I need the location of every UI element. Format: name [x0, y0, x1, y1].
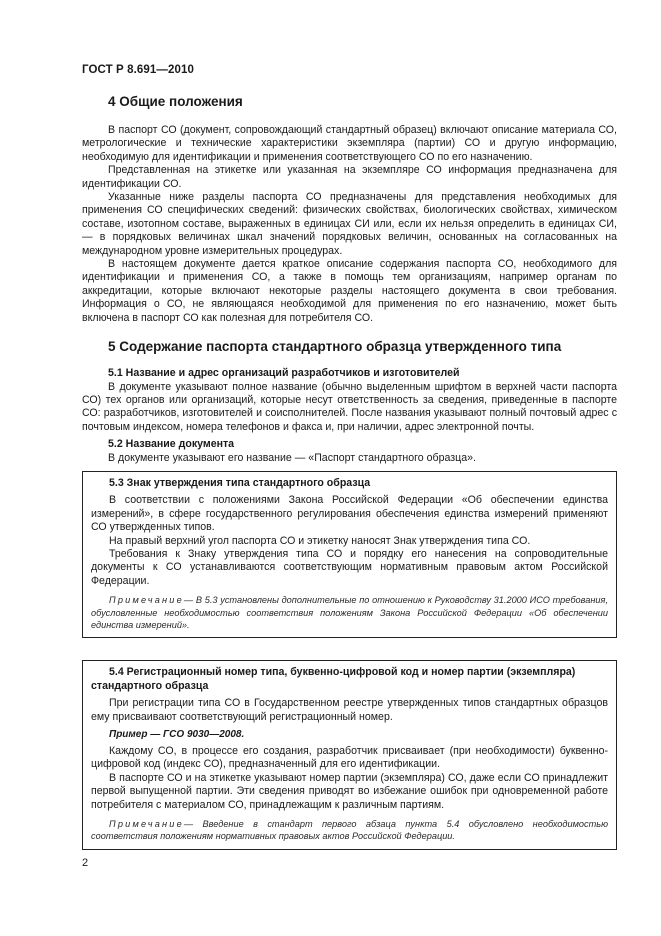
note-text: — В 5.3 установлены дополнительные по отношению к Руководству 31.2000 ИСО требования, обусловленные необходимостью соответствия положениям Закона Российской Федерации «Об обеспечении единства измерений». — [91, 595, 608, 630]
section-4-paragraph: Представленная на этикетке или указанная на экземпляре СО информация предназначена для идентификации СО. — [82, 164, 617, 190]
subsection-5-1-title: 5.1 Название и адрес организаций разработчиков и изготовителей — [108, 367, 460, 380]
subsection-5-4-paragraph: При регистрации типа СО в Государственном реестре утвержденных типов стандартных образцов ему присваивают соответствующий регистрационный номер. — [91, 697, 608, 723]
subsection-5-2-title: 5.2 Название документа — [108, 438, 235, 451]
subsection-5-3-note — [91, 594, 608, 631]
subsection-5-3-title: 5.3 Знак утверждения типа стандартного образца — [109, 476, 371, 489]
subsection-5-4-title: 5.4 Регистрационный номер типа, буквенно-цифровой код и номер партии (экземпляра) стандартного образца — [91, 666, 576, 692]
subsection-5-3-box — [82, 471, 617, 638]
subsection-5-4-paragraph: В паспорте СО и на этикетке указывают номер партии (экземпляра) СО, даже если СО принадлежит первой выпущенной партии. Эти сведения приводят во избежание ошибок при одновременной работе потребителя с материалом СО, принадлежащим к различным партиям. — [91, 771, 608, 811]
section-4-paragraph: Указанные ниже разделы паспорта СО предназначены для представления необходимых для применения СО специфических сведений: физических свойствах, биологических свойствах, химическом составе, изотопном составе, выраженных в единицах СИ или, если их нельзя определить в единицах СИ, — в порядковых величинах шкал значений порядковых величин, основанных на согласованных на международном уровне измерительных процедурах. — [82, 191, 617, 257]
page-number: 2 — [82, 857, 89, 869]
subsection-5-1-text: В документе указывают полное название (обычно выделенным шрифтом в верхней части паспорта СО) тех органов или организаций, которые несут ответственность за сведения, приведенные в паспорте СО: разработчиков, изготовителей и соисполнителей. После названия указывают полный почтовый адрес с почтовым индексом, номера телефонов и факса и, при наличии, адрес электронной почты. — [82, 380, 617, 433]
note-text: — Введение в стандарт первого абзаца пункта 5.4 обусловлено необходимостью соответствия положениям нормативных правовых актов Российской Федерации. — [91, 819, 608, 842]
section-4-paragraph: В паспорт СО (документ, сопровождающий стандартный образец) включают описание материала СО, метрологические и технические характеристики экземпляра (партии) СО и другую информацию, необходимую для идентификации и применения соответствующего СО по его назначению. — [82, 124, 617, 163]
standard-header: ГОСТ Р 8.691—2010 — [82, 64, 194, 76]
subsection-5-4-paragraph: Каждому СО, в процессе его создания, разработчик присваивает (при необходимости) буквенно-цифровой код (индекс СО), предназначенный для его идентификации. — [91, 745, 608, 771]
subsection-5-4-example: Пример — ГСО 9030—2008. — [109, 729, 245, 741]
note-label: Примечание — [109, 595, 184, 606]
section-4-paragraph: В настоящем документе дается краткое описание содержания паспорта СО, необходимого для идентификации и применения СО, а также в помощь тем организациям, например органам по аккредитации, которые включают некоторые разделы настоящего документа в свои требования. Информация о СО, не являющаяся необходимой для применения по его назначению, может быть включена в паспорт СО как полезная для потребителя СО. — [82, 258, 617, 324]
subsection-5-3-paragraph: В соответствии с положениями Закона Российской Федерации «Об обеспечении единства измерений», в сфере государственного регулирования обеспечения единства измерений применяют СО утвержденных типов. — [91, 494, 608, 534]
note-label: Примечание — [109, 819, 184, 830]
page-content — [82, 86, 617, 850]
section-5-title: 5 Содержание паспорта стандартного образца утвержденного типа — [108, 339, 562, 355]
subsection-5-2-text: В документе указывают его название — «Паспорт стандартного образца». — [108, 451, 476, 464]
subsection-5-4-note — [91, 818, 608, 843]
subsection-5-3-paragraph: Требования к Знаку утверждения типа СО и порядку его нанесения на сопроводительные документы к СО устанавливаются соответствующим нормативным правовым актом Российской Федерации. — [91, 547, 608, 587]
subsection-5-4-box — [82, 660, 617, 849]
section-4-title: 4 Общие положения — [108, 94, 243, 109]
subsection-5-3-paragraph: На правый верхний угол паспорта СО и этикетку наносят Знак утверждения типа СО. — [109, 534, 531, 547]
